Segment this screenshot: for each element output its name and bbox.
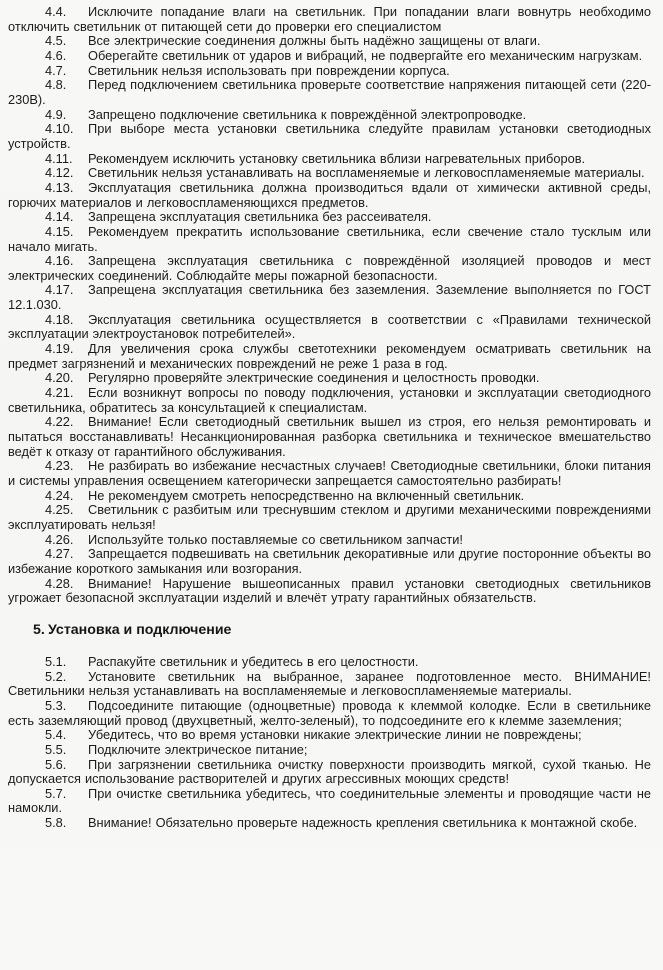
numbered-paragraph xyxy=(8,166,651,181)
numbered-paragraph xyxy=(8,225,651,254)
item-text: Подсоедините питающие (одноцветные) провода к клеммой колодке. Если в светильнике есть заземляющий провод (двухцветный, желто-зеленый), то подсоедините его к клемме заземления; xyxy=(8,697,651,728)
item-text: Установите светильник на выбранное, заранее подготовленное место. ВНИМАНИЕ! Светильники нельзя устанавливать на воспламеняемые и легковоспламеняемые материалы. xyxy=(8,668,651,699)
section-heading-title: Установка и подключение xyxy=(48,621,232,638)
item-text: Перед подключением светильника проверьте соответствие напряжения питающей сети (220-230В). xyxy=(8,77,651,107)
numbered-paragraph xyxy=(8,313,651,342)
numbered-paragraph xyxy=(8,34,651,49)
item-text: Распакуйте светильник и убедитесь в его целостности. xyxy=(88,653,419,669)
item-number: 5.7. xyxy=(45,785,67,801)
numbered-paragraph xyxy=(8,655,651,670)
item-number: 4.21. xyxy=(45,385,74,401)
item-number: 4.10. xyxy=(45,121,74,137)
numbered-paragraph xyxy=(8,78,651,107)
numbered-paragraph xyxy=(8,64,651,79)
item-number: 4.22. xyxy=(45,414,74,430)
item-text: При выборе места установки светильника следуйте правилам установки светодиодных устройств. xyxy=(8,121,651,151)
numbered-paragraph xyxy=(8,533,651,548)
item-text: Используйте только поставляемые со светильником запчасти! xyxy=(88,531,463,547)
numbered-paragraph xyxy=(8,699,651,728)
numbered-paragraph xyxy=(8,108,651,123)
numbered-paragraph xyxy=(8,670,651,699)
item-number: 4.14. xyxy=(45,209,74,225)
numbered-paragraph xyxy=(8,181,651,210)
item-text: Светильник с разбитым или треснувшим стеклом и другими механическими повреждениями эксплуатировать нельзя! xyxy=(8,502,651,532)
numbered-paragraph xyxy=(8,210,651,225)
item-number: 4.9. xyxy=(45,106,67,122)
numbered-paragraph xyxy=(8,787,651,816)
item-text: Не рекомендуем смотреть непосредственно на включенный светильник. xyxy=(88,487,524,503)
item-number: 4.13. xyxy=(45,179,74,195)
numbered-paragraph xyxy=(8,5,651,34)
numbered-paragraph xyxy=(8,386,651,415)
numbered-paragraph xyxy=(8,415,651,459)
item-number: 4.20. xyxy=(45,370,74,386)
item-text: При очистке светильника убедитесь, что соединительные элементы и проводящие части не намокли. xyxy=(8,785,651,816)
item-number: 4.18. xyxy=(45,311,74,327)
numbered-paragraph xyxy=(8,49,651,64)
item-text: Оберегайте светильник от ударов и вибраций, не подвергайте его механическим нагрузкам. xyxy=(88,47,643,63)
item-text: Эксплуатация светильника осуществляется в соответствии с «Правилами технической эксплуатации электроустановок потребителей». xyxy=(8,311,651,342)
numbered-paragraph xyxy=(8,152,651,167)
item-number: 5.8. xyxy=(45,815,67,831)
item-number: 4.4. xyxy=(45,4,67,19)
numbered-paragraph xyxy=(8,342,651,371)
item-text: Внимание! Если светодиодный светильник вышел из строя, его нельзя ремонтировать и пытаться восстанавливать! Несанкционированная разборка светильника и техническое вмешательство ведёт к отказу от гарантийного обслуживания. xyxy=(8,414,651,459)
numbered-paragraph xyxy=(8,122,651,151)
numbered-paragraph xyxy=(8,283,651,312)
item-number: 4.11. xyxy=(45,150,73,166)
item-number: 4.8. xyxy=(45,77,67,93)
item-number: 5.1. xyxy=(45,653,67,669)
section-4-items xyxy=(8,5,651,606)
section-5-items xyxy=(8,655,651,831)
item-number: 4.5. xyxy=(45,33,67,49)
numbered-paragraph xyxy=(8,371,651,386)
item-text: Запрещена эксплуатация светильника без рассеивателя. xyxy=(88,209,432,225)
item-text: Светильник нельзя устанавливать на воспламеняемые и легковоспламеняемые материалы. xyxy=(88,165,645,181)
item-number: 4.26. xyxy=(45,531,74,547)
numbered-paragraph xyxy=(8,489,651,504)
item-number: 5.2. xyxy=(45,668,67,684)
item-number: 4.28. xyxy=(45,575,74,591)
item-text: Запрещается подвешивать на светильник декоративные или другие посторонние объекты во избежание короткого замыкания или возгорания. xyxy=(8,546,651,576)
numbered-paragraph xyxy=(8,816,651,831)
item-text: Убедитесь, что во время установки никакие электрические линии не повреждены; xyxy=(88,727,582,743)
item-number: 4.27. xyxy=(45,546,74,562)
item-text: Внимание! Обязательно проверьте надежность крепления светильника к монтажной скобе. xyxy=(88,815,638,831)
item-text: Запрещена эксплуатация светильника с повреждённой изоляцией проводов и мест электрических соединений. Соблюдайте меры пожарной безопасности. xyxy=(8,253,651,283)
numbered-paragraph xyxy=(8,728,651,743)
item-text: Эксплуатация светильника должна производиться вдали от химически активной среды, горючих материалов и легковоспламеняющихся предметов. xyxy=(8,179,651,210)
item-text: Если возникнут вопросы по поводу подключения, установки и эксплуатации светодиодного светильника, обратитесь за консультацией к специалистам. xyxy=(8,385,651,415)
item-text: Регулярно проверяйте электрические соединения и целостность проводки. xyxy=(88,370,540,386)
item-number: 4.24. xyxy=(45,487,74,503)
item-number: 4.23. xyxy=(45,458,74,474)
item-number: 4.19. xyxy=(45,341,74,357)
numbered-paragraph xyxy=(8,503,651,532)
item-number: 5.6. xyxy=(45,756,67,772)
numbered-paragraph xyxy=(8,254,651,283)
item-number: 4.6. xyxy=(45,47,67,63)
numbered-paragraph xyxy=(8,743,651,758)
item-text: Все электрические соединения должны быть надёжно защищены от влаги. xyxy=(88,33,541,49)
item-number: 4.16. xyxy=(45,253,74,269)
item-number: 4.7. xyxy=(45,62,67,78)
item-text: Светильник нельзя использовать при повреждении корпуса. xyxy=(88,62,450,78)
item-text: При загрязнении светильника очистку поверхности производить мягкой, сухой тканью. Не допускается использование растворителей и других агрессивных моющих средств! xyxy=(8,756,651,787)
item-number: 4.15. xyxy=(45,223,74,239)
item-text: Внимание! Нарушение вышеописанных правил установки светодиодных светильников угрожает безопасной эксплуатации изделий и влечёт утрату гарантийных обязательств. xyxy=(8,575,651,606)
item-text: Рекомендуем исключить установку светильника вблизи нагревательных приборов. xyxy=(88,150,586,166)
item-text: Для увеличения срока службы светотехники рекомендуем осматривать светильник на предмет загрязнений и механических повреждений не реже 1 раза в год. xyxy=(8,341,651,371)
section-5-heading xyxy=(8,622,651,638)
item-text: Запрещено подключение светильника к повреждённой электропроводке. xyxy=(88,106,527,122)
section-heading-number: 5. xyxy=(33,621,45,638)
item-number: 4.12. xyxy=(45,165,74,181)
item-number: 5.4. xyxy=(45,727,67,743)
numbered-paragraph xyxy=(8,459,651,488)
item-text: Исключите попадание влаги на светильник. При попадании влаги вовнутрь необходимо отключить светильник от питающей сети до проверки его специалистом xyxy=(8,4,651,34)
numbered-paragraph xyxy=(8,577,651,606)
item-text: Запрещена эксплуатация светильника без заземления. Заземление выполняется по ГОСТ 12.1.030. xyxy=(8,282,651,313)
numbered-paragraph xyxy=(8,547,651,576)
numbered-paragraph xyxy=(8,758,651,787)
item-number: 5.5. xyxy=(45,741,67,757)
item-number: 4.25. xyxy=(45,502,74,518)
item-number: 5.3. xyxy=(45,697,67,713)
item-text: Рекомендуем прекратить использование светильника, если свечение стало тусклым или начало мигать. xyxy=(8,223,651,254)
item-text: Подключите электрическое питание; xyxy=(88,741,308,757)
item-text: Не разбирать во избежание несчастных случаев! Светодиодные светильники, блоки питания и системы управления освещением категорически запрещается самостоятельно разбирать! xyxy=(8,458,651,488)
item-number: 4.17. xyxy=(45,282,74,298)
